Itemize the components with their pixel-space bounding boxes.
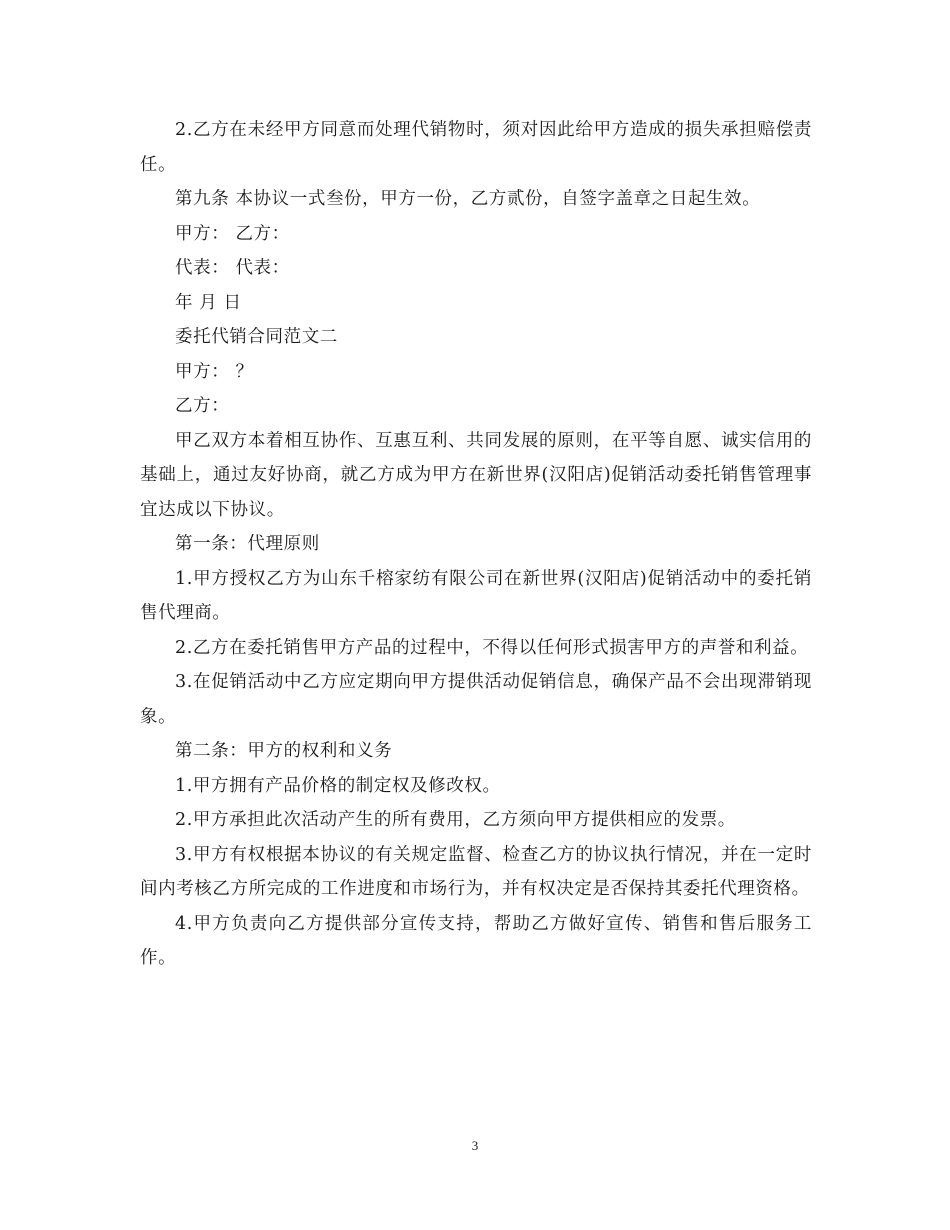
party-b-line: 乙方： <box>175 396 230 416</box>
signature-date-line: 年 月 日 <box>175 292 242 313</box>
signature-representative-line: 代表： 代表： <box>175 258 290 278</box>
section-title: 委托代销合同范文二 <box>175 327 338 347</box>
paragraph: 甲乙双方本着相互协作、互惠互利、共同发展的原则，在平等自愿、诚实信用的基础上，通过友好协商，就乙方成为甲方在新世界(汉阳店)促销活动委托销售管理事宜达成以下协议。 <box>140 430 812 520</box>
paragraph: 3.在促销活动中乙方应定期向甲方提供活动促销信息，确保产品不会出现滞销现象。 <box>140 672 812 727</box>
article-heading: 第一条：代理原则 <box>175 534 320 554</box>
paragraph: 2.甲方承担此次活动产生的所有费用，乙方须向甲方提供相应的发票。 <box>175 810 736 830</box>
paragraph: 4.甲方负责向乙方提供部分宣传支持，帮助乙方做好宣传、销售和售后服务工作。 <box>140 913 812 968</box>
paragraph: 2.乙方在委托销售甲方产品的过程中，不得以任何形式损害甲方的声誉和利益。 <box>175 637 809 658</box>
paragraph: 2.乙方在未经甲方同意而处理代销物时，须对因此给甲方造成的损失承担赔偿责任。 <box>140 120 812 175</box>
article-heading: 第二条：甲方的权利和义务 <box>175 741 393 761</box>
page-number: 3 <box>471 1138 479 1153</box>
document-body <box>140 113 812 976</box>
party-a-line: 甲方： ？ <box>175 361 254 382</box>
signature-party-line: 甲方： 乙方： <box>175 223 290 244</box>
paragraph: 3.甲方有权根据本协议的有关规定监督、检查乙方的协议执行情况，并在一定时间内考核乙方所完成的工作进度和市场行为，并有权决定是否保持其委托代理资格。 <box>140 844 812 899</box>
paragraph: 1.甲方授权乙方为山东千榕家纺有限公司在新世界(汉阳店)促销活动中的委托销售代理商。 <box>140 568 812 623</box>
paragraph: 1.甲方拥有产品价格的制定权及修改权。 <box>175 775 501 796</box>
paragraph: 第九条 本协议一式叁份，甲方一份，乙方贰份，自签字盖章之日起生效。 <box>175 189 761 209</box>
